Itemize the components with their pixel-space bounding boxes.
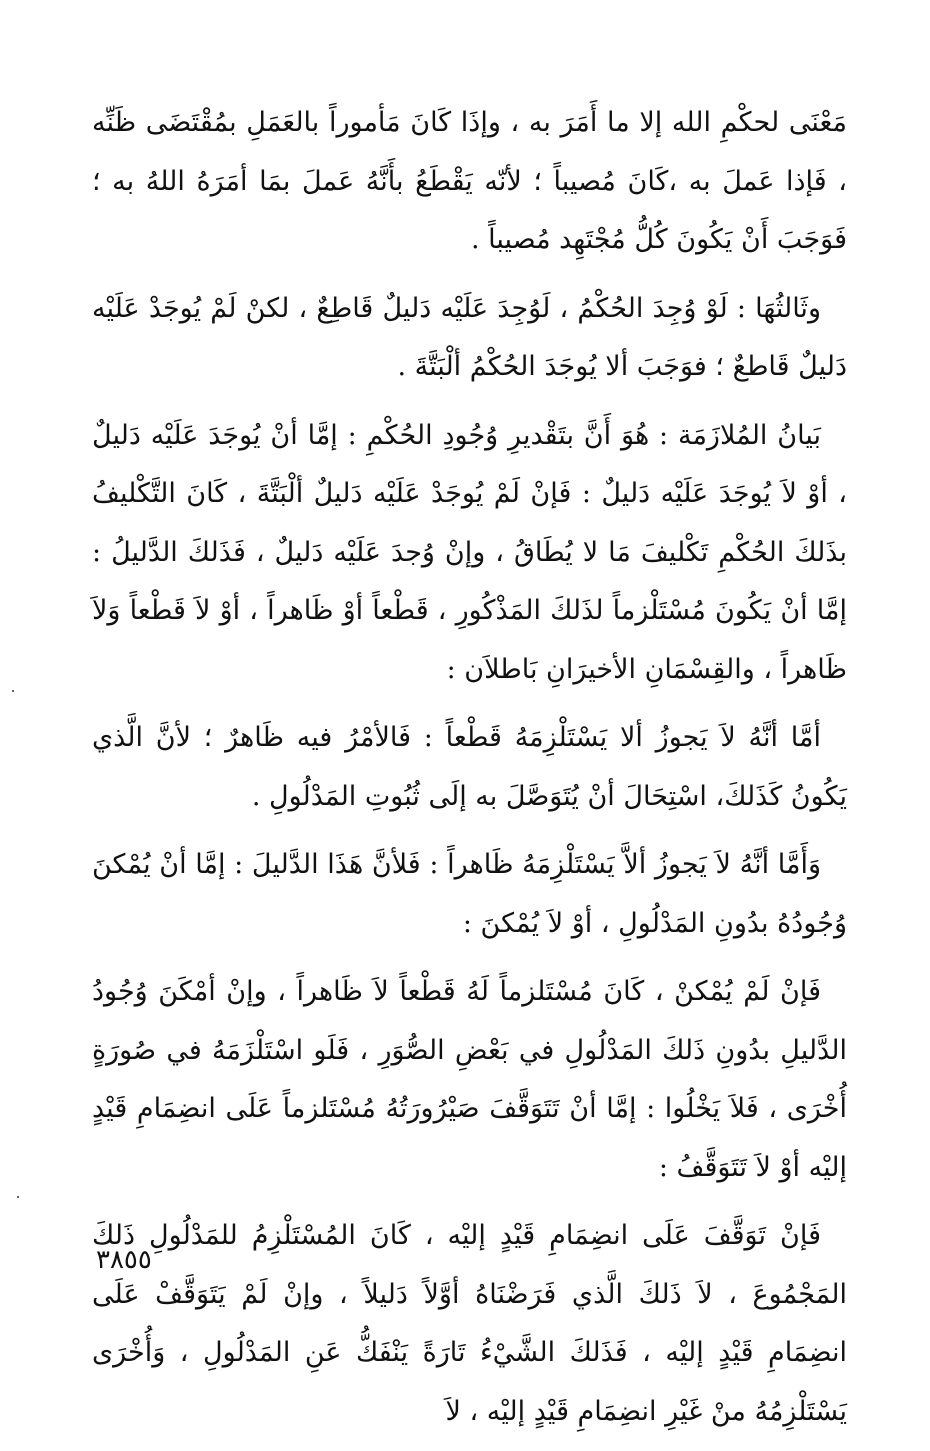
paragraph-4: أمَّا أنَّهُ لاَ يَجوزُ ألا يَسْتَلْزِمَهُ قَطْعاً : فَالأمْرُ فيه ظَاهرٌ ؛ لأنَّ الَّذي يَكُونُ كَذَلكَ، اسْتِحَالَ أنْ يُتَوَصَّلَ به إلَى ثُبُوتِ المَدْلُولِ . — [92, 722, 847, 812]
scan-speck — [17, 1196, 19, 1198]
paragraph-6: فَإنْ لَمْ يُمْكنْ ، كَانَ مُسْتَلزماً لَهُ قَطْعاً لاَ ظَاهراً ، وإنْ أمْكَنَ وُجُودُ الدَّليلِ بدُونِ ذَلكَ المَدْلُولِ في بَعْضِ الصُّوَرِ ، فَلَو اسْتَلْزَمَهُ في صُورَةٍ أُخْرَى ، فَلاَ يَخْلُوا : إمَّا أنْ تَتَوَقَّفَ صَيْرُورَتُهُ مُسْتَلزماً عَلَى انضِمَامِ قَيْدٍ إليْه أوْ لاَ تَتَوَقَّفُ : — [92, 976, 848, 1183]
paragraph-7: فَإنْ تَوَقَّفَ عَلَى انضِمَامِ قَيْدٍ إليْه ، كَانَ المُسْتَلْزِمُ للمَدْلُولِ ذَلكَ المَجْمُوعَ ، لاَ ذَلكَ الَّذي فَرَضْنَاهُ أوَّلاً دَليلاً ، وإنْ لَمْ يَتَوَقَّفْ عَلَى انضِمَامِ قَيْدٍ إليْه ، فَذَلكَ الشَّيْءُ تَارَةً يَنْفَكُّ عَنِ المَدْلُولِ ، وَأُخْرَى يَسْتَلْزِمُهُ منْ غَيْرِ انضِمَامِ قَيْدٍ إليْه ، لاَ — [92, 1220, 847, 1427]
scan-speck — [12, 690, 14, 692]
paragraph-5: وَأَمَّا أنَّهُ لاَ يَجوزُ ألاَّ يَسْتَلْزِمَهُ ظَاهراً : فَلأنَّ هَذَا الدَّليلَ : إمَّا أنْ يُمْكنَ وُجُودُهُ بدُونِ المَدْلُولِ ، أوْ لاَ يُمْكنَ : — [92, 849, 847, 939]
paragraph-3: بَيانُ المُلازَمَة : هُوَ أَنَّ بتَقْديرِ وُجُودِ الحُكْمِ : إمَّا أنْ يُوجَدَ عَلَيْه دَليلٌ ، أوْ لاَ يُوجَدَ عَلَيْه دَليلٌ : فَإنْ لَمْ يُوجَدْ عَلَيْه دَليلٌ ألْبَتَّةَ ، كَانَ التَّكْليفُ بذَلكَ الحُكْمِ تَكْليفَ مَا لا يُطَاقُ ، وإنْ وُجدَ عَلَيْه دَليلٌ ، فَذَلكَ الدَّليلُ : إمَّا أنْ يَكُونَ مُسْتَلْزماً لذَلكَ المَذْكُورِ ، قَطْعاً أوْ ظَاهراً ، أوْ لاَ قَطْعاً وَلاَ ظَاهراً ، والقِسْمَانِ الأخيرَانِ بَاطلاَن : — [92, 419, 847, 685]
paragraph-1: مَعْنَى لحكْمِ الله إلا ما أَمَرَ به ، وإذَا كَانَ مَأموراً بالعَمَلِ بمُقْتَضَى ظَنِّه ، فَإذا عَملَ به ،كَانَ مُصيباً ؛ لأنّه يَقْطَعُ بأَنَّهُ عَملَ بمَا أمَرَهُ اللهُ به ؛ فَوَجَبَ أَنْ يَكُونَ كُلُّ مُجْتَهِد مُصيباً . — [92, 107, 847, 255]
page-number: ٣٨٥٥ — [96, 1245, 152, 1275]
body-text — [92, 94, 847, 1451]
paragraph-2: وثَالثُهَا : لَوْ وُجِدَ الحُكْمُ ، لَوُجِدَ عَلَيْه دَليلٌ قَاطِعٌ ، لكنْ لَمْ يُوجَدْ عَلَيْه دَليلٌ قَاطعٌ ؛ فوَجَبَ ألا يُوجَدَ الحُكْمُ ألْبَتَّةَ . — [92, 292, 847, 382]
